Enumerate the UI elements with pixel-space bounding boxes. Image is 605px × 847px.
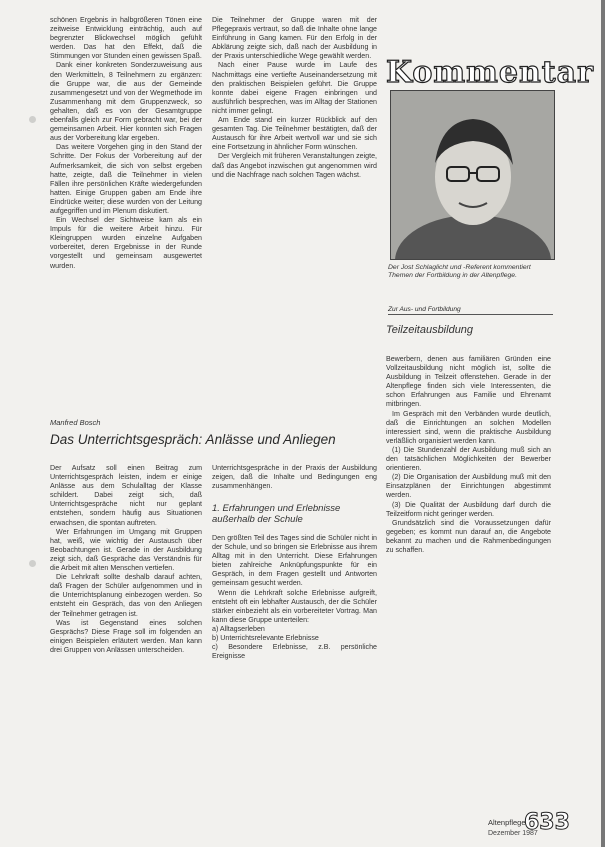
paragraph: Im Gespräch mit den Verbänden wurde deutlich, daß die Einrichtungen an solchen Modellen interessiert sind, wenn die praktische Ausbildung verläßlich organisiert werden kann.	[386, 409, 551, 445]
paragraph: (3) Die Qualität der Ausbildung darf durch die Teilzeitform nicht geringer werden.	[386, 500, 551, 518]
binder-hole	[29, 560, 36, 567]
page-edge	[601, 0, 605, 847]
paragraph: (1) Die Stundenzahl der Ausbildung muß sich an den tatsächlichen Möglichkeiten der Bewerber orientieren.	[386, 445, 551, 473]
paragraph: (2) Die Organisation der Ausbildung muß mit den Einsatzplänen der Einrichtungen abgestimmt werden.	[386, 473, 551, 500]
kommentar-masthead: Kommentar	[386, 55, 594, 90]
article-author: Manfred Bosch	[50, 418, 101, 427]
paragraph: Unterrichtsgespräche in der Praxis der Ausbildung zeigen, daß die Inhalte und Bedingungen eng zusammenhängen.	[212, 464, 377, 491]
page-number: 633	[524, 810, 570, 835]
column-1-text	[50, 16, 202, 386]
portrait-illustration	[391, 91, 554, 259]
paragraph: Die Lehrkraft sollte deshalb darauf achten, daß Fragen der Schüler aufgenommen und in die Unterrichtsplanung einbezogen werden. So entsteht ein Gespräch, das von den Anliegen der Teilnehmer getragen ist.	[50, 573, 202, 618]
photo-credit: Zur Aus- und Fortbildung	[388, 306, 553, 315]
paragraph: Grundsätzlich sind die Voraussetzungen dafür gegeben; es kommt nun darauf an, die Angebote bekannt zu machen und die Rahmenbedingungen zu schaffen.	[386, 518, 551, 554]
column-3-text	[386, 355, 551, 805]
photo-caption: Der Jost Schlaglicht und -Referent kommentiert Themen der Fortbildung in der Altenpflege.	[388, 264, 531, 280]
paragraph: schönen Ergebnis in halbgrößeren Tönen eine zeitweise Entwicklung einträchtig, auch auf begrenzter Blickwechsel möglich gefühlt werden. Das hat den Effekt, daß die Stimmungen vor Stunden einen gewissen Spaß.	[50, 16, 202, 61]
article-right-column	[212, 534, 377, 800]
author-portrait-photo	[390, 90, 555, 260]
paragraph: Dank einer konkreten Sonderzuweisung aus den Werkmitteln, 8 Teilnehmern zu ergänzen: die Gruppe war, die aus der Gemeinde zusammengesetzt und von der Wegmethode im Zusammenhang mit dem Gruppenzweck, so gehalten, daß es von der Gesamtgruppe ebenfalls gleich zur Form gebracht war, bei der gemeinsamen Arbeit. Hier konnten sich Fragen aus der Vorbereitung klar ergeben.	[50, 61, 202, 143]
list-item: a) Alltagserleben	[212, 624, 265, 633]
paragraph: Wenn die Lehrkraft solche Erlebnisse aufgreift, entsteht oft ein lebhafter Austausch, der die Schüler stärker einbezieht als ein vorbereiteter Vortrag. Man kann diese Gruppe unterteilen:	[212, 588, 377, 624]
paragraph: Bewerbern, denen aus familiären Gründen eine Vollzeitausbildung nicht möglich ist, sollte die Ausbildung in Teilzeit offenstehen. Gerade in der Altenpflege finden sich viele Interessenten, die schon Erfahrungen aus Familie und Ehrenamt mitbringen.	[386, 355, 551, 409]
paragraph: Was ist Gegenstand eines solchen Gesprächs? Diese Frage soll im folgenden an einigen Beispielen erläutert werden. Man kann drei Gruppen von Anlässen unterscheiden.	[50, 618, 202, 654]
paragraph: Die Teilnehmer der Gruppe waren mit der Pflegepraxis vertraut, so daß die Inhalte ohne lange Einführung in Gang kamen. Für den Erfolg in der Abklärung zeigte sich, daß nach der Ausbildung in der Praxis unterschiedliche Wege gewählt werden.	[212, 16, 377, 61]
list-item: b) Unterrichtsrelevante Erlebnisse	[212, 634, 319, 643]
section-heading: 1. Erfahrungen und Erlebnisse außerhalb der Schule	[212, 503, 341, 525]
column-2-text	[212, 16, 377, 372]
paragraph: Ein Wechsel der Sichtweise kam als ein Impuls für die weitere Arbeit hinzu. Für Kleingruppen wurden einzelne Aufgaben vorbereitet, deren Ergebnisse in der Runde vorgestellt und gemeinsam ausgewertet wurden.	[50, 216, 202, 270]
paragraph: Der Vergleich mit früheren Veranstaltungen zeigte, daß das Angebot inzwischen gut angenommen wird und die Nachfrage nach solchen Tagen wächst.	[212, 152, 377, 179]
paragraph: Wer Erfahrungen im Umgang mit Gruppen hat, weiß, wie wichtig der Austausch über Beobachtungen ist. Gerade in der Ausbildung zeigt sich, daß Gespräche das Verständnis für die Arbeit mit alten Menschen vertiefen.	[50, 527, 202, 573]
list-item: c) Besondere Erlebnisse, z.B. persönliche Ereignisse	[212, 643, 377, 661]
paragraph: Am Ende stand ein kurzer Rückblick auf den gesamten Tag. Die Teilnehmer bestätigten, daß der Austausch für ihre Arbeit wertvoll war und sie sich eine Fortsetzung in ähnlicher Form wünschen.	[212, 116, 377, 152]
footer-issue-date: Dezember 1987	[488, 830, 538, 837]
binder-hole	[29, 116, 36, 123]
paragraph: Der Aufsatz soll einen Beitrag zum Unterrichtsgespräch leisten, indem er einige Anlässe aus dem Schulalltag der Klasse schildert. Dabei zeigt sich, daß Unterrichtsgespräche nicht nur geplant entstehen, sondern häufig aus Situationen erwachsen, die spontan auftreten.	[50, 464, 202, 527]
column-3-heading: Teilzeitausbildung	[386, 324, 474, 336]
footer-magazine-name: Altenpflege	[488, 818, 526, 827]
article-left-column	[50, 464, 202, 786]
paragraph: Nach einer Pause wurde im Laufe des Nachmittags eine vertiefte Auseinandersetzung mit den praktischen Beispielen geführt. Die Gruppe konnte dabei eigene Fragen einbringen und ausführlich besprechen, was im Alltag der Stationen nicht immer gelingt.	[212, 61, 377, 115]
paragraph: Das weitere Vorgehen ging in den Stand der Schritte. Der Fokus der Vorbereitung auf der Aufmerksamkeit, die sich von selbst ergeben hatte, zeigte, daß die Teilnehmer in vielen Fällen ihre persönlichen Kräfte wiedergefunden hatten. Einige Gruppen gaben am Ende ihre Eindrücke weiter; diese wurden von der Leitung aufgegriffen und im Plenum diskutiert.	[50, 143, 202, 215]
paragraph: Den größten Teil des Tages sind die Schüler nicht in der Schule, und so bringen sie Erlebnisse aus ihrem Alltag mit in den Unterricht. Diese Erfahrungen bieten zahlreiche Anknüpfungspunkte für ein Gespräch, in dem Fragen gestellt und Antworten gemeinsam gesucht werden.	[212, 534, 377, 588]
article-right-intro	[212, 464, 377, 492]
article-title: Das Unterrichtsgespräch: Anlässe und Anliegen	[50, 432, 336, 447]
